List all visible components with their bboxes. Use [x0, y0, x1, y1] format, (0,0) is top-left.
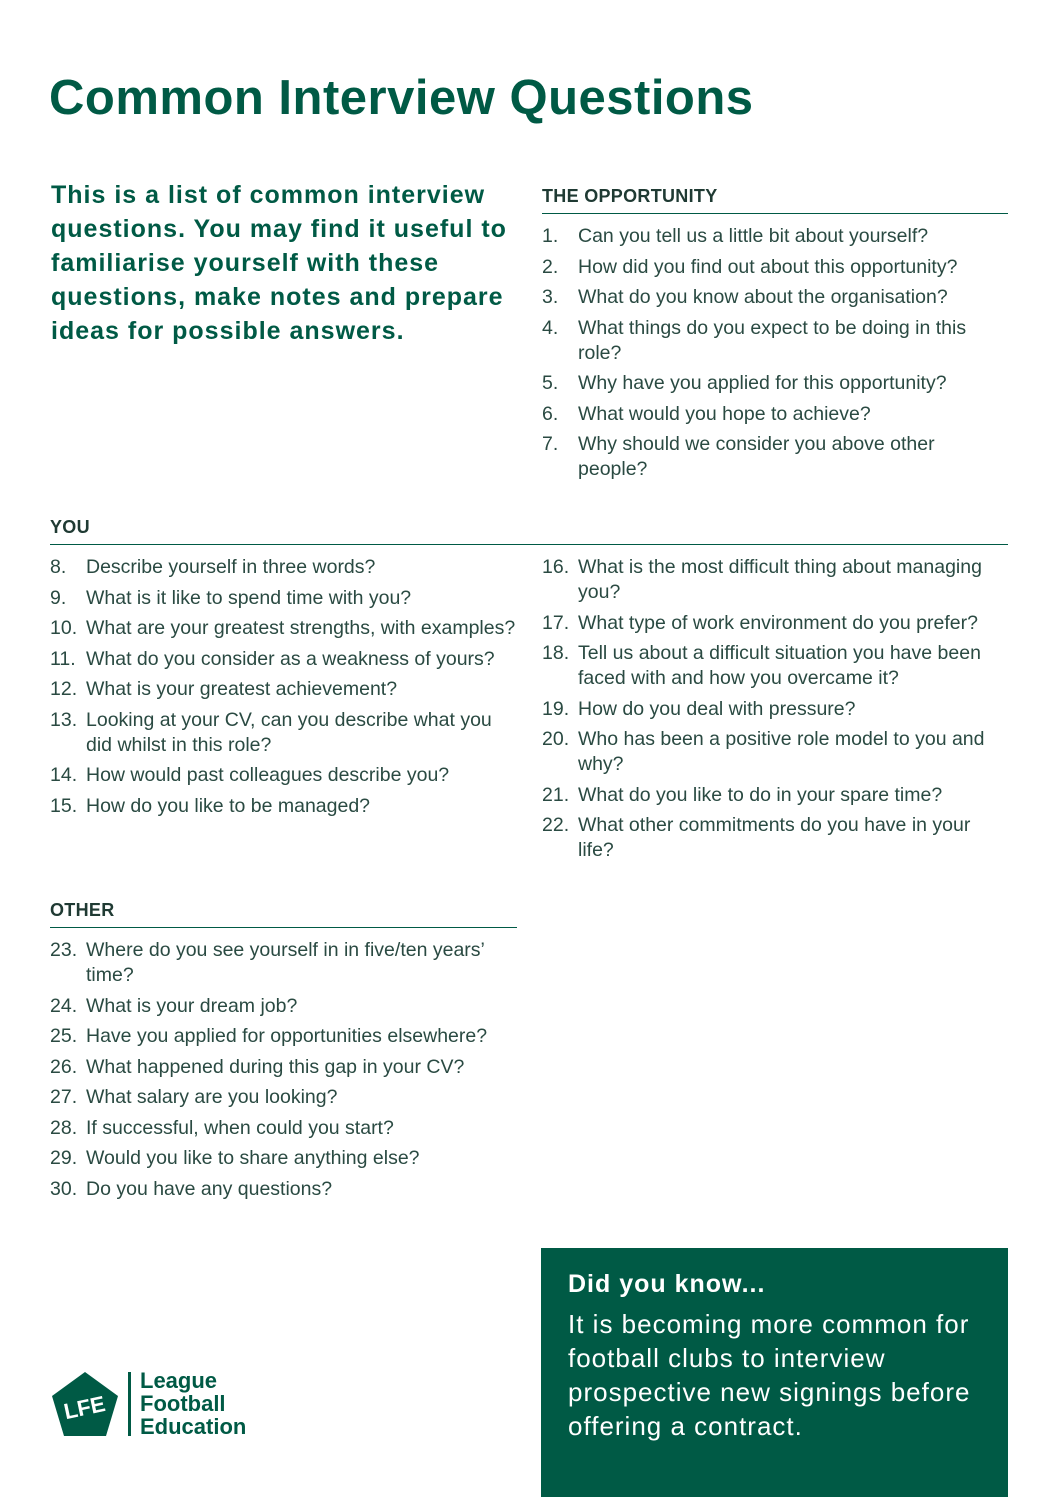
question-number: 22.	[542, 814, 570, 836]
intro-text: This is a list of common interview questions. You may find it useful to familiarise yourself with these questions, make notes and prepare ideas for possible answers.	[51, 181, 507, 345]
question-text: Who has been a positive role model to you and why?	[578, 728, 985, 775]
question-number: 11.	[50, 647, 76, 670]
question-text: What do you like to do in your spare time?	[578, 783, 943, 806]
question-number: 20.	[542, 728, 570, 750]
question-text: How did you find out about this opportunity?	[578, 255, 958, 278]
section-rule-you	[50, 544, 1008, 545]
question-item	[50, 794, 520, 819]
section-heading-opportunity: THE OPPORTUNITY	[542, 186, 718, 206]
question-item	[50, 555, 520, 580]
question-text: What type of work environment do you prefer?	[578, 611, 978, 634]
question-item	[542, 783, 1008, 808]
question-list-other	[50, 938, 520, 1207]
question-text: Looking at your CV, can you describe what you did whilst in this role?	[86, 708, 492, 756]
question-number: 30.	[50, 1177, 78, 1200]
question-item	[542, 371, 1008, 396]
question-item	[50, 938, 520, 988]
logo-line-1: League	[140, 1368, 218, 1393]
question-item	[542, 697, 1008, 722]
question-item	[50, 1177, 520, 1202]
question-text: Can you tell us a little bit about yourself?	[578, 225, 929, 247]
question-number: 5.	[542, 372, 559, 394]
question-number: 9.	[50, 586, 67, 609]
question-text: Would you like to share anything else?	[86, 1147, 420, 1169]
question-item	[50, 647, 520, 672]
question-number: 3.	[542, 286, 559, 308]
question-number: 6.	[542, 402, 559, 425]
question-number: 4.	[542, 316, 559, 339]
question-text: Tell us about a difficult situation you have been faced with and how you overcame it?	[578, 642, 981, 689]
question-text: Where do you see yourself in in five/ten years’ time?	[86, 939, 485, 986]
question-number: 21.	[542, 783, 570, 806]
question-text: What do you know about the organisation?	[578, 286, 948, 308]
question-item	[50, 1055, 520, 1080]
question-item	[50, 616, 520, 641]
question-item	[542, 402, 1008, 427]
question-item	[542, 316, 1008, 366]
question-number: 8.	[50, 556, 67, 578]
callout-title: Did you know...	[568, 1270, 766, 1298]
question-list-opportunity	[542, 224, 1008, 488]
question-text: What things do you expect to be doing in this role?	[578, 316, 967, 364]
did-you-know-callout	[541, 1248, 1008, 1497]
question-list-you-left	[50, 555, 520, 824]
question-number: 27.	[50, 1086, 78, 1108]
question-number: 1.	[542, 225, 559, 247]
question-item	[542, 611, 1008, 636]
question-item	[50, 1146, 520, 1171]
question-text: Have you applied for opportunities elsewhere?	[86, 1025, 488, 1047]
question-number: 28.	[50, 1116, 78, 1139]
section-heading-other: OTHER	[50, 900, 115, 920]
question-number: 10.	[50, 617, 78, 639]
question-item	[50, 1085, 520, 1110]
question-text: What is your greatest achievement?	[86, 678, 398, 700]
question-item	[50, 586, 520, 611]
question-item	[50, 1024, 520, 1049]
question-number: 7.	[542, 433, 559, 455]
section-rule-other	[50, 927, 517, 928]
logo-divider	[128, 1372, 131, 1436]
question-item	[542, 555, 1008, 605]
question-item	[542, 813, 1008, 863]
question-text: What happened during this gap in your CV?	[86, 1055, 465, 1078]
question-number: 2.	[542, 255, 559, 278]
section-heading-you: YOU	[50, 517, 90, 537]
question-list-you-right	[542, 555, 1008, 869]
question-number: 16.	[542, 556, 570, 578]
question-item	[542, 255, 1008, 280]
question-text: Why should we consider you above other people?	[578, 433, 935, 480]
page-title: Common Interview Questions	[49, 71, 754, 125]
question-text: What is your dream job?	[86, 994, 298, 1017]
question-text: What would you hope to achieve?	[578, 402, 871, 425]
question-number: 12.	[50, 678, 78, 700]
question-text: What salary are you looking?	[86, 1086, 338, 1108]
question-number: 26.	[50, 1055, 78, 1078]
question-item	[542, 641, 1008, 691]
question-item	[542, 285, 1008, 310]
question-text: If successful, when could you start?	[86, 1116, 394, 1139]
question-text: How do you like to be managed?	[86, 794, 371, 817]
question-text: What other commitments do you have in your life?	[578, 814, 971, 861]
question-text: How would past colleagues describe you?	[86, 764, 450, 786]
callout-body: It is becoming more common for football clubs to interview prospective new signings before offering a contract.	[568, 1309, 971, 1441]
logo-line-3: Education	[140, 1414, 247, 1439]
question-text: What is it like to spend time with you?	[86, 586, 412, 609]
question-item	[50, 1116, 520, 1141]
question-item	[50, 677, 520, 702]
question-number: 29.	[50, 1147, 78, 1169]
question-text: What is the most difficult thing about managing you?	[578, 556, 982, 603]
question-item	[542, 727, 1008, 777]
question-item	[542, 432, 1008, 482]
question-number: 23.	[50, 939, 78, 961]
question-text: Do you have any questions?	[86, 1177, 333, 1200]
question-item	[50, 994, 520, 1019]
question-text: How do you deal with pressure?	[578, 697, 856, 720]
section-rule-opportunity	[542, 213, 1008, 214]
question-text: Describe yourself in three words?	[86, 556, 376, 578]
question-text: Why have you applied for this opportunity?	[578, 372, 947, 394]
logo-mark: LFE	[61, 1391, 108, 1425]
logo-line-2: Football	[140, 1391, 226, 1416]
question-item	[50, 708, 520, 758]
question-number: 13.	[50, 708, 78, 731]
question-number: 15.	[50, 794, 78, 817]
question-text: What do you consider as a weakness of yours?	[86, 647, 495, 670]
question-number: 14.	[50, 764, 78, 786]
question-number: 18.	[542, 642, 570, 664]
question-number: 19.	[542, 697, 570, 720]
question-number: 17.	[542, 611, 570, 634]
logo-wordmark	[140, 1369, 246, 1438]
question-item	[542, 224, 1008, 249]
lfe-pentagon-logo-icon	[50, 1370, 120, 1440]
question-text: What are your greatest strengths, with examples?	[86, 617, 516, 639]
question-number: 25.	[50, 1025, 78, 1047]
question-item	[50, 763, 520, 788]
question-number: 24.	[50, 994, 78, 1017]
